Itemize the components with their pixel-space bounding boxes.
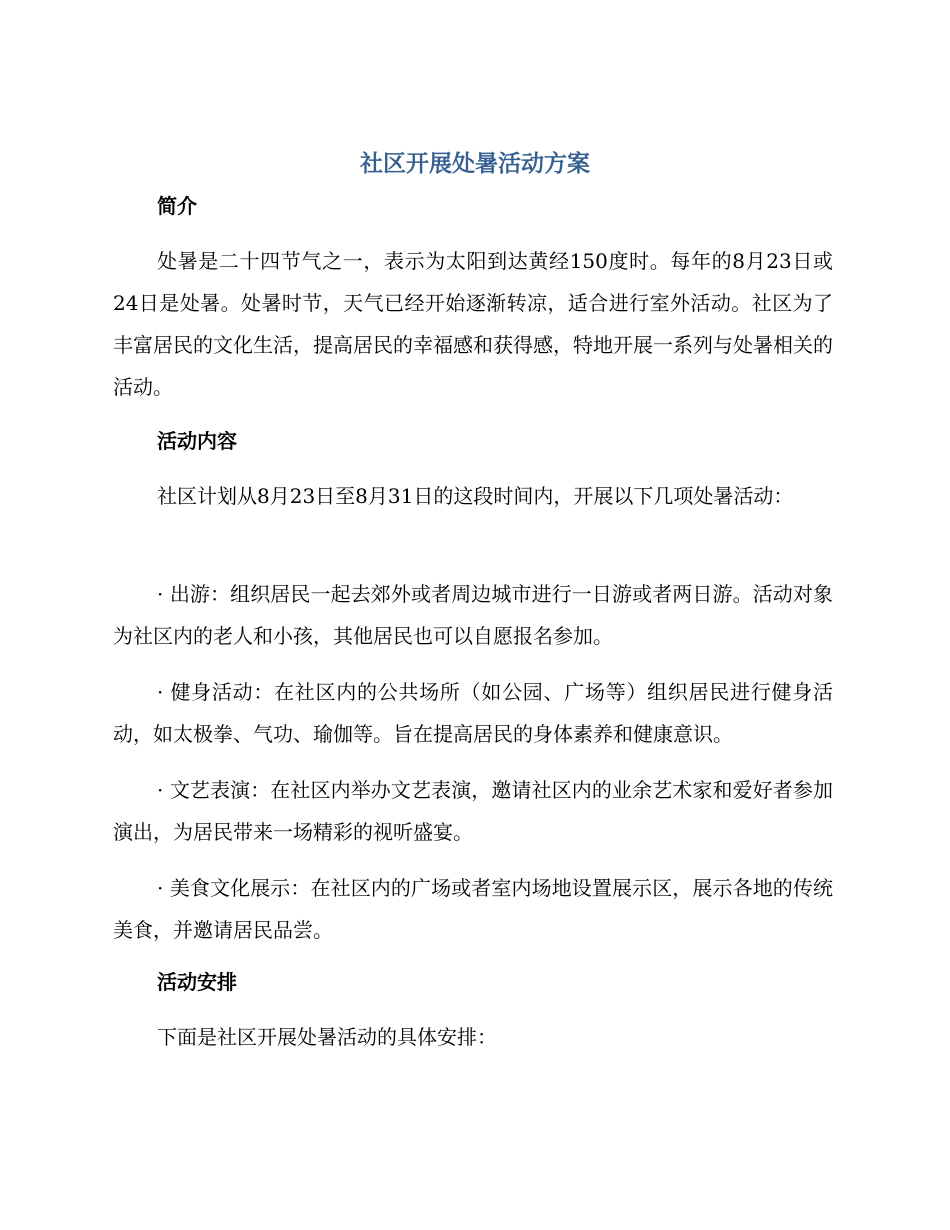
list-item-fitness: · 健身活动：在社区内的公共场所（如公园、广场等）组织居民进行健身活动，如太极拳、气功、瑜伽等。旨在提高居民的身体素养和健康意识。 <box>113 680 833 746</box>
section-heading-schedule: 活动安排 <box>157 970 237 994</box>
list-item-food: · 美食文化展示：在社区内的广场或者室内场地设置展示区，展示各地的传统美食，并邀请居民品尝。 <box>113 876 833 942</box>
list-item-outing: · 出游：组织居民一起去郊外或者周边城市进行一日游或者两日游。活动对象为社区内的老人和小孩，其他居民也可以自愿报名参加。 <box>113 582 833 648</box>
section-heading-content: 活动内容 <box>157 429 237 453</box>
paragraph-intro: 处暑是二十四节气之一，表示为太阳到达黄经150度时。每年的8月23日或24日是处暑。处暑时节，天气已经开始逐渐转凉，适合进行室外活动。社区为了丰富居民的文化生活，提高居民的幸福感和获得感，特地开展一系列与处暑相关的活动。 <box>113 249 833 399</box>
paragraph-content-plan: 社区计划从8月23日至8月31日的这段时间内，开展以下几项处暑活动： <box>157 484 794 508</box>
paragraph-schedule: 下面是社区开展处暑活动的具体安排： <box>157 1025 497 1049</box>
list-item-performance: · 文艺表演：在社区内举办文艺表演，邀请社区内的业余艺术家和爱好者参加演出，为居民带来一场精彩的视听盛宴。 <box>113 778 833 844</box>
section-heading-intro: 简介 <box>157 194 197 218</box>
document-title: 社区开展处暑活动方案 <box>360 151 590 177</box>
